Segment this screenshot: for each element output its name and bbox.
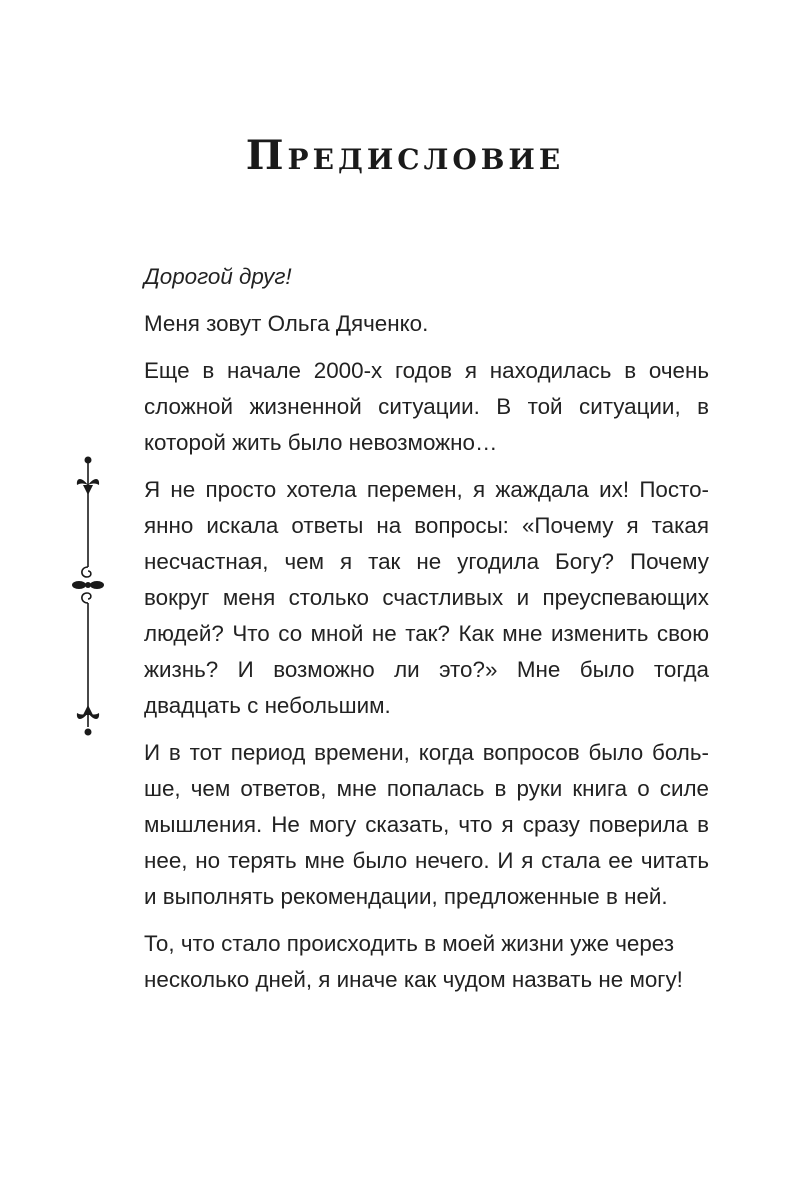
paragraph-3: Я не просто хотела перемен, я жаждала их! Постоянно искала ответы на вопросы: «Почему я такая несчастная, чем я так не угодила Богу? Почему вокруг меня столько счастливых и преуспевающих людей? Что со мной не так? Как мне изменить свою жизнь? И возможно ли это?» Мне было тогда двадцать с небольшим. [144,477,709,718]
paragraph-5: То, что стало происходить в моей жизни уже через несколько дней, я иначе как чудом назвать не могу! [144,931,683,992]
greeting-line: Дорогой друг! [144,264,292,289]
paragraph-1: Меня зовут Ольга Дяченко. [144,311,429,336]
paragraph-4: И в тот период времени, когда вопросов было больше, чем ответов, мне попалась в руки книга о силе мышления. Не могу сказать, что я сразу поверила в нее, но терять мне было нечего. И я стала ее читать и выполнять рекомендации, предложенные в ней. [144,740,709,909]
paragraph-2: Еще в начале 2000-х годов я находилась в очень сложной жизненной ситуации. В той ситуации, в которой жить было невозможно… [144,358,709,455]
vertical-flourish-ornament-icon [68,455,108,740]
body-text [144,259,709,1009]
page-title: Предисловие [245,132,565,179]
